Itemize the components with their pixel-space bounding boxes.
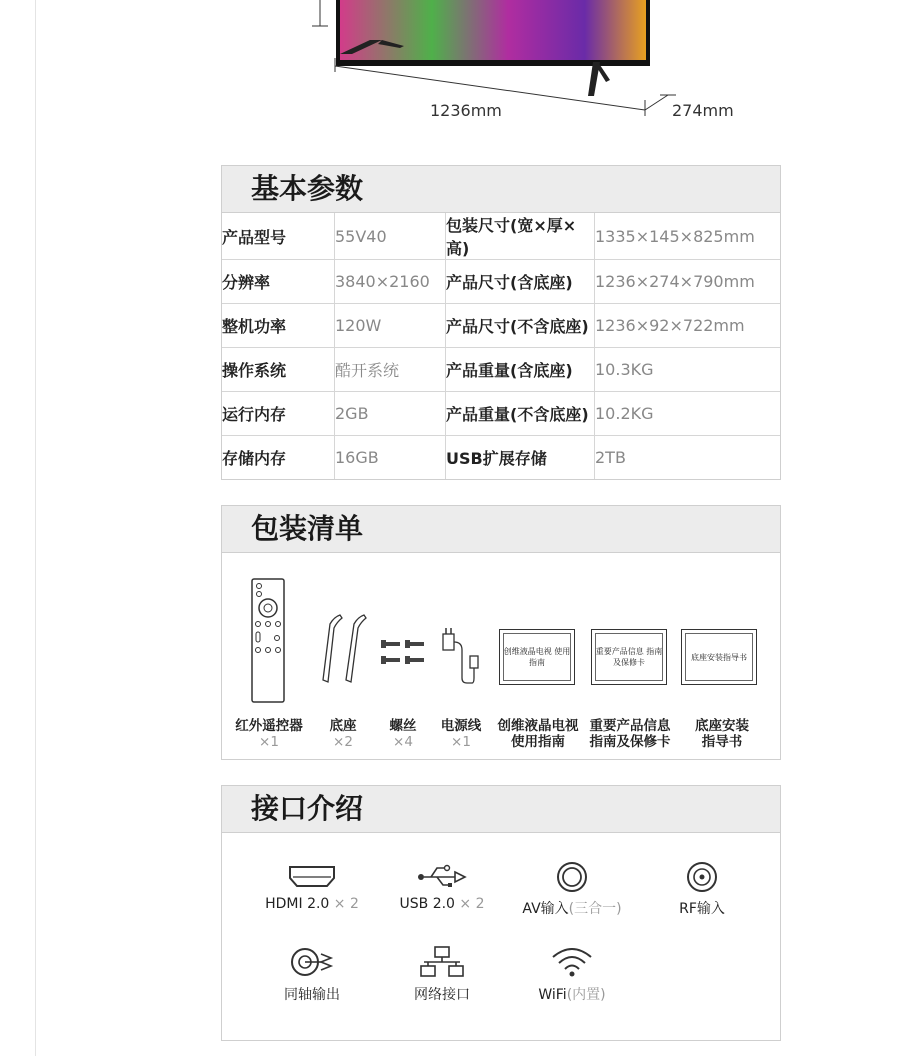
stand-guide-icon: 底座安装指导书 [681, 629, 757, 685]
port-av [512, 862, 632, 918]
coaxial-icon [289, 946, 335, 978]
package-item-name: 指南及保修卡 [589, 734, 671, 750]
param-key: 产品尺寸(不含底座) [446, 304, 595, 348]
screw-icon [380, 637, 426, 667]
interfaces-title: 接口介绍 [222, 786, 780, 833]
table-row [222, 304, 780, 348]
rf-icon [685, 862, 719, 892]
package-item-label [432, 718, 490, 750]
param-value: 3840×2160 [335, 260, 446, 304]
package-item-name: 重要产品信息 [589, 718, 671, 734]
package-item-qty: ×1 [451, 734, 471, 750]
port-label: RF输入 [679, 901, 725, 917]
usb-icon [415, 862, 469, 890]
port-hdmi [252, 862, 372, 912]
package-item-label [314, 718, 372, 750]
port-suffix: × 2 [459, 896, 485, 912]
wifi-icon [550, 946, 594, 978]
power-cord-icon [440, 626, 480, 686]
basic-params-table [222, 213, 780, 479]
port-label: HDMI 2.0 [265, 896, 330, 912]
port-label: 同轴输出 [284, 987, 340, 1003]
param-value: 120W [335, 304, 446, 348]
package-list-section [221, 505, 781, 760]
av-icon [555, 862, 589, 892]
port-label: WiFi [538, 987, 567, 1003]
package-items-illustration [222, 574, 780, 714]
param-value: 16GB [335, 436, 446, 480]
port-label: USB 2.0 [399, 896, 455, 912]
port-usb [382, 862, 502, 912]
basic-params-section [221, 165, 781, 480]
manual-icon: 创维液晶电视 使用指南 [499, 629, 575, 685]
port-wifi [512, 946, 632, 1004]
port-coaxial [252, 946, 372, 1004]
param-key: 产品型号 [222, 227, 287, 247]
param-key: 分辨率 [222, 260, 335, 304]
table-row [222, 392, 780, 436]
package-item-label [494, 718, 582, 750]
warranty-card-icon: 重要产品信息 指南及保修卡 [591, 629, 667, 685]
port-network [382, 946, 502, 1004]
port-suffix: × 2 [333, 896, 359, 912]
depth-dimension-label: 274mm [672, 101, 734, 120]
package-item-name: 创维液晶电视 [497, 718, 579, 734]
package-item-name: 电源线 [440, 718, 482, 734]
package-item-qty: ×2 [333, 734, 353, 750]
hdmi-icon [287, 862, 337, 890]
package-item-label [230, 718, 308, 750]
stand-icon [320, 612, 370, 684]
port-rf [642, 862, 762, 918]
package-item-name: 螺丝 [389, 718, 417, 734]
interfaces-section [221, 785, 781, 1041]
table-row [222, 436, 780, 480]
param-value: 1236×92×722mm [595, 304, 781, 348]
param-key: 操作系统 [222, 348, 335, 392]
package-list-title: 包装清单 [222, 506, 780, 553]
param-key: USB扩展存储 [446, 436, 595, 480]
basic-params-title: 基本参数 [222, 166, 780, 213]
network-icon [420, 946, 464, 978]
param-key: 运行内存 [222, 392, 335, 436]
param-value: 55V40 [335, 213, 446, 260]
param-value: 2GB [335, 392, 446, 436]
package-item-label [374, 718, 432, 750]
package-item-name: 底座 [329, 718, 357, 734]
param-key: 产品重量(不含底座) [446, 392, 595, 436]
page-left-rule [35, 0, 36, 1056]
package-item-label [586, 718, 674, 750]
param-key: 包装尺寸(宽×厚×高) [446, 213, 595, 260]
param-value: 10.2KG [595, 392, 781, 436]
package-item-name: 红外遥控器 [235, 718, 303, 734]
table-row [222, 348, 780, 392]
port-label: AV输入 [522, 901, 569, 917]
param-key: 存储内存 [222, 436, 335, 480]
port-suffix: (内置) [566, 987, 606, 1003]
param-key: 产品尺寸(含底座) [446, 260, 595, 304]
param-value: 1236×274×790mm [595, 260, 781, 304]
param-value: 10.3KG [595, 348, 781, 392]
package-item-qty: ×4 [393, 734, 413, 750]
package-item-name: 使用指南 [511, 734, 565, 750]
param-key: 整机功率 [222, 304, 335, 348]
table-row [222, 213, 780, 260]
width-dimension-label: 1236mm [430, 101, 502, 120]
remote-icon [250, 578, 286, 704]
package-item-qty: ×1 [259, 734, 279, 750]
port-suffix: (三合一) [568, 901, 622, 917]
param-value: 1335×145×825mm [595, 213, 781, 260]
port-label: 网络接口 [414, 987, 470, 1003]
param-value: 酷开系统 [335, 348, 446, 392]
table-row [222, 260, 780, 304]
package-item-name: 底座安装 [695, 718, 749, 734]
package-item-label [678, 718, 766, 750]
param-key: 产品重量(含底座) [446, 348, 595, 392]
package-item-name: 指导书 [701, 734, 743, 750]
param-value: 2TB [595, 436, 781, 480]
